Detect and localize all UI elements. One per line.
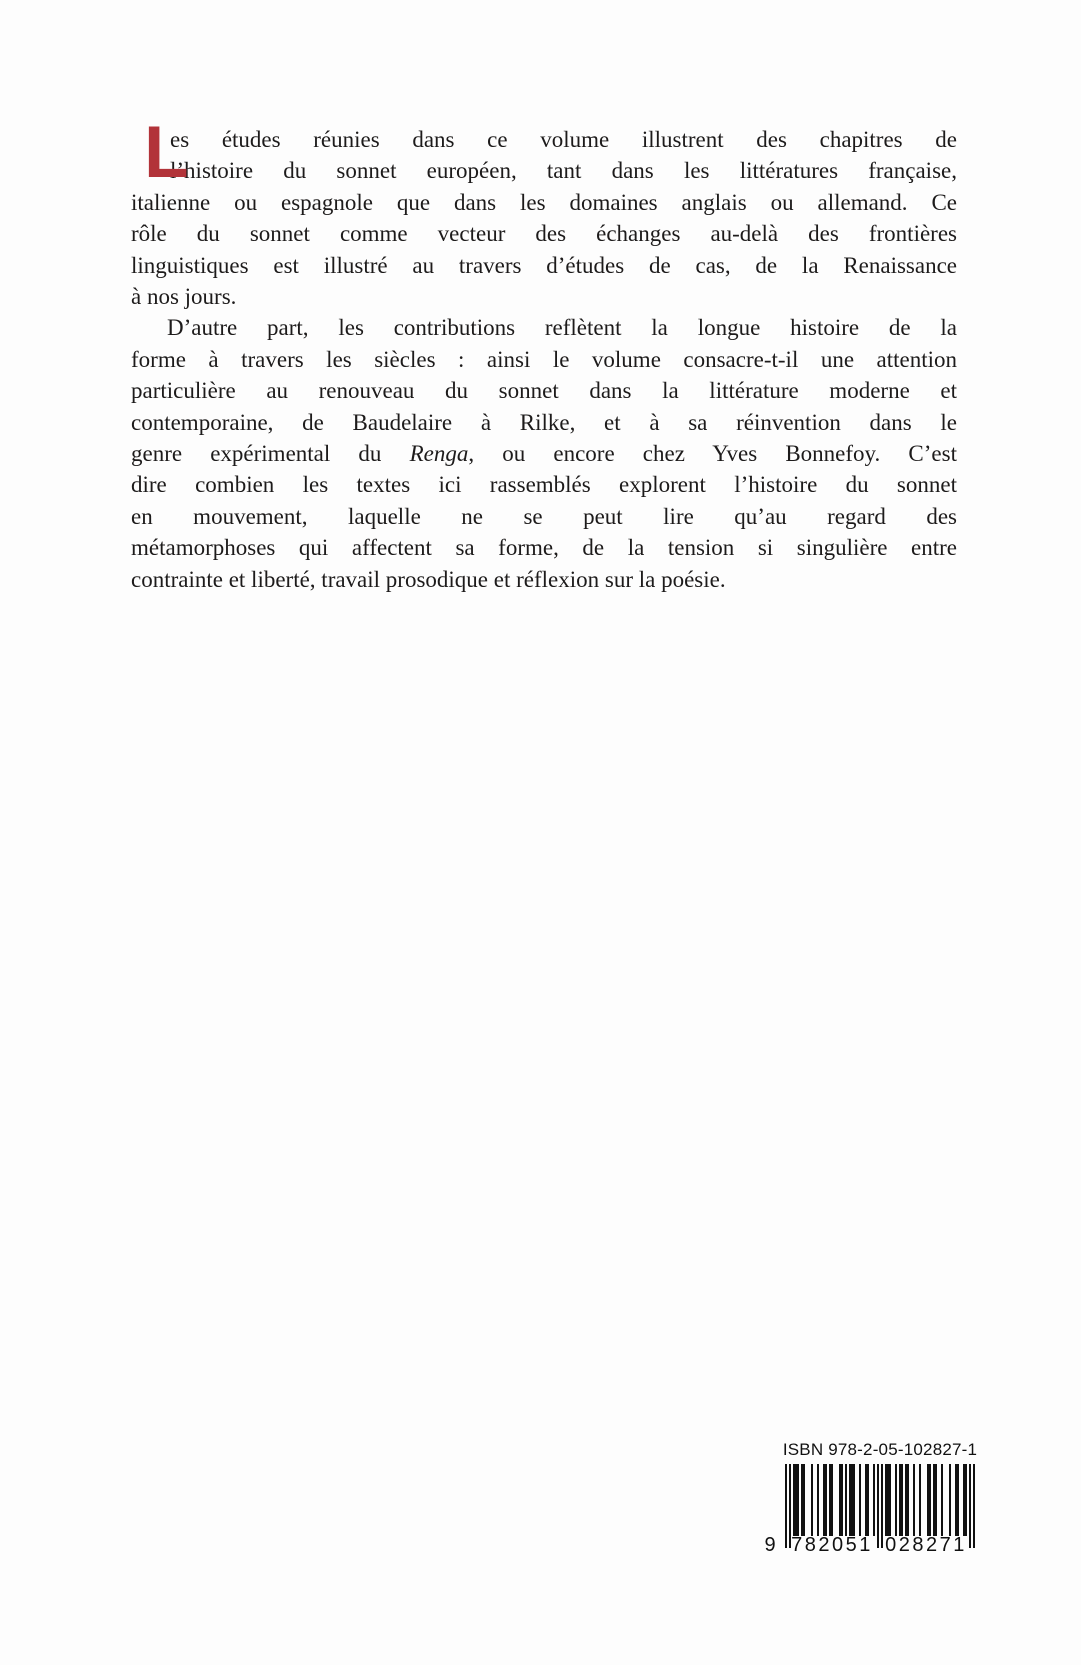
text-line: linguistiques est illustré au travers d’études de cas, de la Renaissance: [131, 252, 957, 278]
text-line: dire combien les textes ici rassemblés explorent l’histoire du sonnet: [131, 472, 957, 498]
text-line: particulière au renouveau du sonnet dans la littérature moderne et: [131, 378, 957, 404]
text-line-renga: [131, 438, 957, 469]
text-line: D’autre part, les contributions reflètent la longue histoire de la: [167, 315, 957, 341]
text-line: à nos jours.: [131, 284, 237, 310]
text-line: rôle du sonnet comme vecteur des échanges au-delà des frontières: [131, 221, 957, 247]
text-segment: genre expérimental du: [131, 441, 410, 467]
barcode-block: [764, 1440, 978, 1565]
dropcap-letter: L: [144, 112, 189, 193]
text-line: métamorphoses qui affectent sa forme, de la tension si singulière entre: [131, 535, 957, 561]
paragraph-2: [131, 312, 957, 595]
barcode-digits-right: 028271: [885, 1534, 967, 1556]
text-segment: , ou encore chez Yves Bonnefoy. C’est: [468, 441, 957, 467]
blurb-text: [131, 112, 957, 595]
barcode-digits-left: 782051: [791, 1534, 873, 1556]
renga-italic-title: Renga: [409, 441, 469, 467]
paragraph-1: [131, 112, 957, 312]
text-line: forme à travers les siècles : ainsi le volume consacre-t-il une attention: [131, 346, 957, 372]
barcode-digit-leading: 9: [764, 1534, 776, 1556]
text-line: contemporaine, de Baudelaire à Rilke, et à sa réinvention dans le: [131, 409, 957, 435]
text-line: en mouvement, laquelle ne se peut lire qu’au regard des: [131, 503, 957, 529]
text-line: contrainte et liberté, travail prosodique et réflexion sur la poésie.: [131, 566, 726, 592]
text-line: italienne ou espagnole que dans les domaines anglais ou allemand. Ce: [131, 189, 957, 215]
isbn-label: ISBN 978-2-05-102827-1: [782, 1440, 978, 1459]
text-line: es études réunies dans ce volume illustrent des chapitres de: [170, 127, 957, 152]
text-line: l’histoire du sonnet européen, tant dans les littératures française,: [170, 158, 957, 184]
